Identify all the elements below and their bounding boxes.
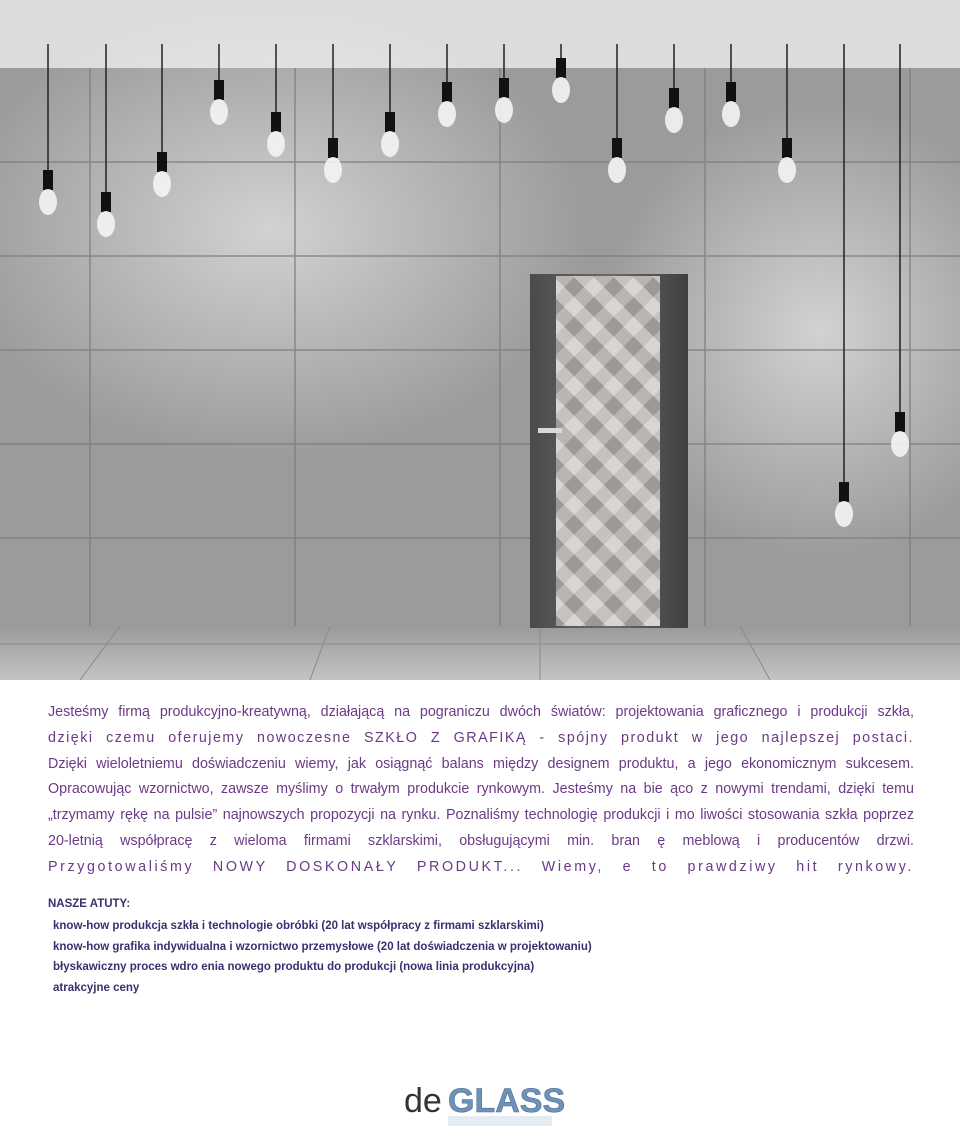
intro-line: Dzięki wieloletniemu doświadczeniu wiemy, jak osiągnąć balans między designem produktu, a jego ekonomicznym sukcesem. (48, 755, 914, 772)
feature-item: know-how grafika indywidualna i wzornictwo przemysłowe (20 lat doświadczenia w projektowaniu) (53, 940, 592, 953)
intro-paragraph (48, 700, 914, 881)
features-list (48, 916, 748, 998)
deglass-logo (400, 1072, 570, 1132)
features-heading: NASZE ATUTY: (48, 898, 131, 910)
logo-prefix: de (404, 1082, 442, 1120)
feature-item: atrakcyjne ceny (53, 981, 140, 994)
intro-line: „trzymamy rękę na pulsie” najnowszych propozycji na rynku. Poznaliśmy technologię produkcji i mo liwości stosowania szkła poprzez (48, 807, 914, 824)
intro-line: Przygotowaliśmy NOWY DOSKONAŁY PRODUKT... Wiemy, e to prawdziwy hit rynkowy. (48, 858, 914, 875)
feature-item: błyskawiczny proces wdro enia nowego produktu do produkcji (nowa linia produkcyjna) (53, 961, 535, 973)
intro-line: dzięki czemu oferujemy nowoczesne SZKŁO Z GRAFIKĄ - spójny produkt w jego najlepszej postaci. (48, 729, 914, 746)
feature-item: know-how produkcja szkła i technologie obróbki (20 lat współpracy z firmami szklarskimi) (53, 920, 544, 932)
intro-line: 20-letnią współpracę z wieloma firmami szklarskimi, obsługującymi min. bran ę meblową i producentów drzwi. (48, 832, 914, 849)
intro-line: Opracowując wzornictwo, zawsze myślimy o trwałym produkcie rynkowym. Jesteśmy na bie ąco z nowymi trendami, dzięki temu (48, 781, 914, 798)
features-section (48, 898, 748, 998)
logo-main: GLASS (448, 1082, 566, 1120)
intro-line: Jesteśmy firmą produkcyjno-kreatywną, działającą na pograniczu dwóch światów: projektowania graficznego i produkcji szkła, (48, 704, 914, 720)
